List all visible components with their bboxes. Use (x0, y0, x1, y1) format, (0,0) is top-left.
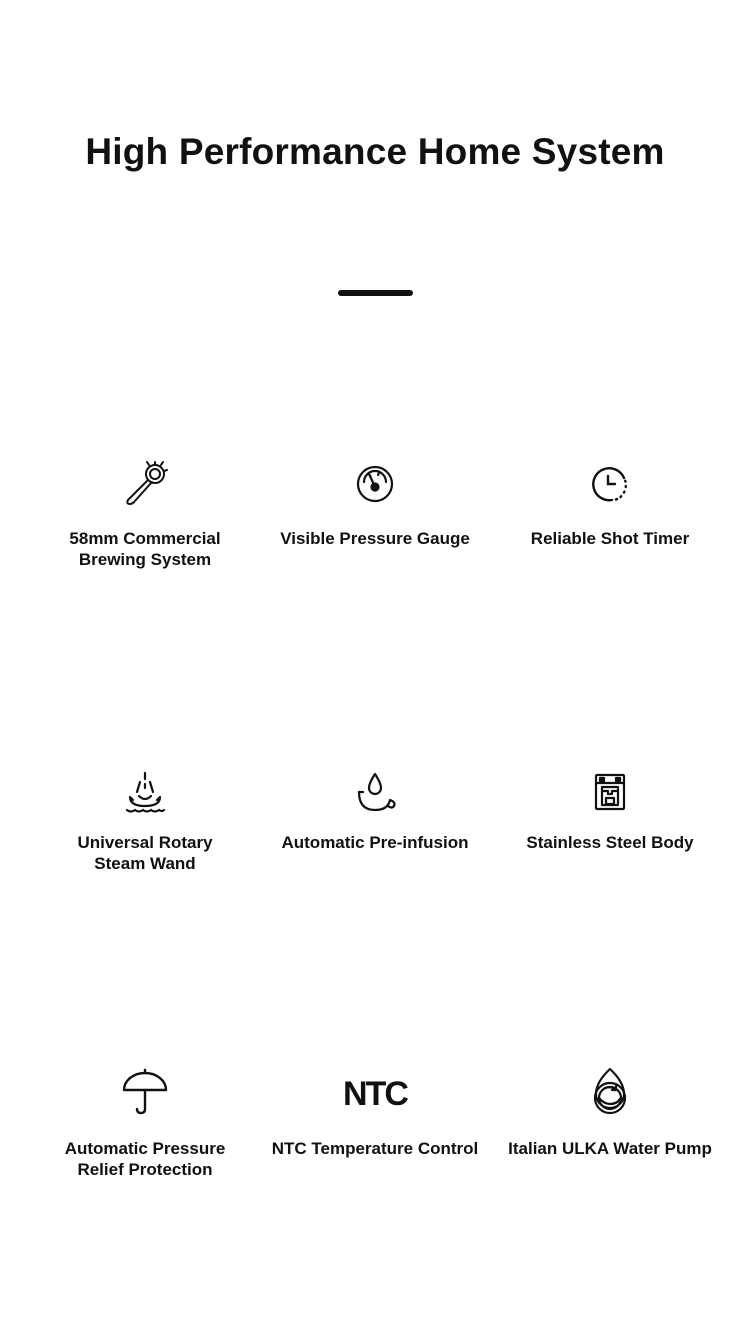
feature-label: NTC Temperature Control (271, 1139, 479, 1158)
feature-pressure-relief (25, 1068, 265, 1188)
feature-shot-timer (490, 460, 730, 580)
feature-pre-infusion (255, 770, 495, 890)
feature-label: Universal Rotary Steam Wand (77, 833, 213, 873)
water-drop-cup-icon (351, 770, 399, 818)
feature-stainless-body (490, 770, 730, 890)
ntc-text-icon: NTC (343, 1075, 407, 1113)
feature-label: Italian ULKA Water Pump (508, 1139, 712, 1158)
feature-label: Stainless Steel Body (526, 833, 694, 852)
umbrella-icon (121, 1068, 169, 1116)
feature-label: Automatic Pre-infusion (281, 833, 469, 852)
page-title: High Performance Home System (85, 131, 665, 172)
feature-label: Visible Pressure Gauge (280, 529, 470, 548)
steam-wand-icon (121, 770, 169, 818)
feature-ntc-control (255, 1068, 495, 1188)
pressure-gauge-icon (351, 460, 399, 508)
feature-label: Reliable Shot Timer (530, 529, 690, 548)
clock-timer-icon (586, 460, 634, 508)
feature-steam-wand (25, 770, 265, 890)
feature-pressure-gauge (255, 460, 495, 580)
portafilter-icon (121, 460, 169, 508)
feature-label: 58mm Commercial Brewing System (69, 529, 221, 569)
feature-portafilter (25, 460, 265, 580)
water-pump-icon (586, 1068, 634, 1116)
title-divider (338, 290, 413, 296)
feature-water-pump (490, 1068, 730, 1188)
feature-label: Automatic Pressure Relief Protection (64, 1139, 226, 1179)
espresso-machine-icon (586, 770, 634, 818)
